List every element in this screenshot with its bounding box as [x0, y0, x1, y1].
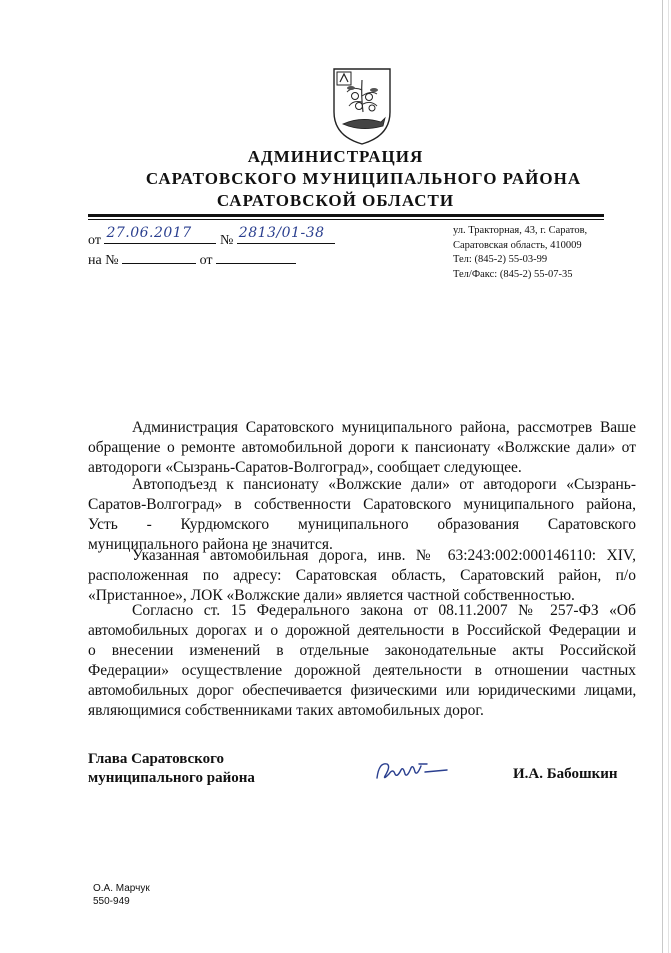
- paragraph-line: «Пристанное», ЛОК «Волжские дали» является частной собственностью.: [88, 587, 575, 604]
- executor-name: О.А. Марчук: [93, 883, 150, 894]
- paragraph-line: Администрация Саратовского муниципального района, рассмотрев Ваше: [132, 419, 636, 436]
- signatory-title-line-1: Глава Саратовского: [88, 751, 225, 767]
- paragraph-line: о внесении изменений в отдельные законодательные акты Российской: [88, 642, 636, 659]
- scan-edge-line-2: [668, 0, 669, 953]
- paragraph-line: Согласно ст. 15 Федерального закона от 08.11.2007 № 257-ФЗ «Об: [132, 602, 636, 619]
- paragraph-line: являющимися собственниками таких автомобильных дорог.: [88, 702, 484, 719]
- signatory-name: И.А. Бабошкин: [513, 766, 618, 782]
- from-label: от: [88, 233, 101, 248]
- reply-number-field: [122, 249, 196, 264]
- paragraph-4: [88, 601, 636, 721]
- paragraph-line: Указанная автомобильная дорога, инв. № 63:243:002:000146110: XIV,: [132, 547, 636, 564]
- address-block: [453, 224, 587, 282]
- paragraph-line: расположенная по адресу: Саратовская область, Саратовский район, п/о: [88, 567, 636, 584]
- header-rule-thin: [88, 219, 604, 220]
- coat-of-arms-icon: [331, 66, 393, 146]
- date-field: [104, 225, 216, 244]
- registration-line-reply: [88, 249, 296, 269]
- address-street: ул. Тракторная, 43, г. Саратов,: [453, 225, 588, 236]
- paragraph-line: автомобильных дорог обеспечивается физическими или юридическими лицами,: [88, 682, 636, 699]
- paragraph-line: Автоподъезд к пансионату «Волжские дали» от автодороги «Сызрань-: [132, 476, 636, 493]
- paragraph-line: Федерации» осуществление дорожной деятельности в отношении частных: [88, 662, 636, 679]
- paragraph-line: обращение о ремонте автомобильной дороги к пансионату «Волжские дали» от: [88, 439, 636, 456]
- address-phone: Тел: (845-2) 55-03-99: [453, 254, 548, 265]
- paragraph-1: [88, 418, 636, 478]
- reply-date-field: [216, 249, 296, 264]
- signatory-title: [88, 750, 255, 788]
- paragraph-3: [88, 546, 636, 606]
- org-title-line-2: САРАТОВСКОГО МУНИЦИПАЛЬНОГО РАЙОНА: [145, 169, 582, 188]
- paragraph-line: муниципального района не значится.: [88, 536, 333, 553]
- number-field: [237, 225, 335, 244]
- address-region: Саратовская область, 410009: [453, 239, 582, 251]
- signatory-title-line-2: муниципального района: [88, 770, 255, 786]
- handwritten-signature: [373, 756, 453, 784]
- executor-block: [93, 882, 150, 908]
- paragraph-2: [88, 475, 636, 555]
- reply-label: на №: [88, 253, 119, 268]
- header-rule-thick: [88, 214, 604, 217]
- org-title-line-1: АДМИНИСТРАЦИЯ: [247, 147, 424, 166]
- date-handwritten: 27.06.2017: [106, 225, 192, 241]
- reply-from-label: от: [199, 253, 213, 268]
- registration-line-outgoing: [88, 225, 335, 249]
- org-title-line-3: САРАТОВСКОЙ ОБЛАСТИ: [216, 191, 455, 210]
- paragraph-line: Саратов-Волгоград» в собственности Саратовского муниципального района,: [88, 496, 636, 513]
- address-fax: Тел/Факс: (845-2) 55-07-35: [453, 268, 573, 280]
- executor-phone: 550-949: [93, 896, 130, 907]
- number-label: №: [219, 233, 234, 248]
- number-handwritten: 2813/01-38: [238, 225, 325, 241]
- paragraph-line: Усть - Курдюмского муниципального образования Саратовского: [88, 516, 636, 533]
- paragraph-line: автомобильных дорогах и о дорожной деятельности в Российской Федерации и: [88, 622, 636, 639]
- paragraph-line: автодороги «Сызрань-Саратов-Волгоград», сообщает следующее.: [88, 459, 522, 476]
- scan-edge-line: [662, 0, 663, 953]
